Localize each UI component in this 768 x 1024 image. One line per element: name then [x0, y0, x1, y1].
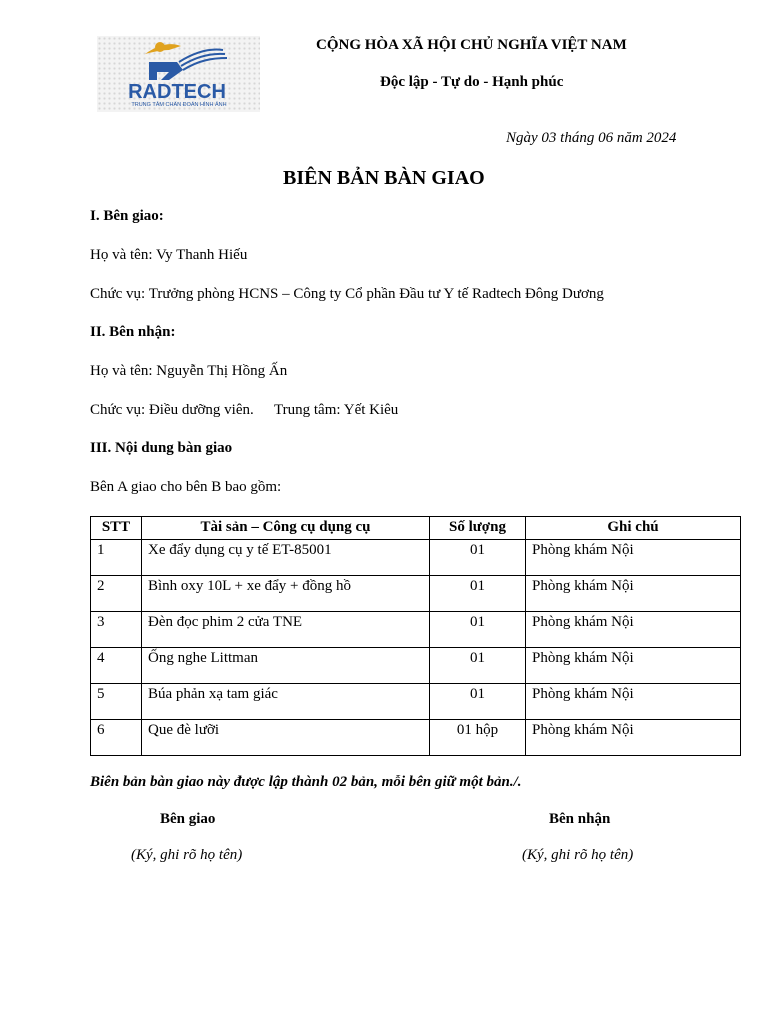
table-row — [91, 612, 741, 648]
cell-quantity: 01 — [430, 612, 526, 648]
cell-asset: Búa phản xạ tam giác — [142, 684, 430, 720]
cell-note: Phòng khám Nội — [526, 648, 741, 684]
content-heading: III. Nội dung bàn giao — [90, 440, 233, 456]
motto: Độc lập - Tự do - Hạnh phúc — [380, 74, 564, 90]
col-header-asset: Tài sản – Công cụ dụng cụ — [142, 517, 430, 540]
cell-quantity: 01 — [430, 684, 526, 720]
cell-stt: 6 — [91, 720, 142, 756]
cell-stt: 4 — [91, 648, 142, 684]
cell-stt: 2 — [91, 576, 142, 612]
receiver-heading: II. Bên nhận: — [90, 324, 176, 340]
table-row — [91, 684, 741, 720]
document-date: Ngày 03 tháng 06 năm 2024 — [506, 130, 677, 146]
cell-asset: Đèn đọc phim 2 cửa TNE — [142, 612, 430, 648]
cell-asset: Xe đẩy dụng cụ y tế ET-85001 — [142, 540, 430, 576]
receiver-signature-note: (Ký, ghi rõ họ tên) — [522, 847, 634, 863]
cell-asset: Que đè lưỡi — [142, 720, 430, 756]
table-header-row — [91, 517, 741, 540]
logo-tagline: TRUNG TÂM CHẨN ĐOÁN HÌNH ẢNH — [131, 102, 227, 108]
logo-wordmark: RADTECH — [128, 81, 226, 103]
receiver-name: Họ và tên: Nguyễn Thị Hồng Ấn — [90, 363, 288, 379]
giver-signature-label: Bên giao — [160, 811, 216, 827]
cell-note: Phòng khám Nội — [526, 576, 741, 612]
cell-quantity: 01 — [430, 540, 526, 576]
receiver-signature-label: Bên nhận — [549, 811, 611, 827]
receiver-position: Chức vụ: Điều dưỡng viên. — [90, 402, 254, 418]
table-row — [91, 540, 741, 576]
col-header-stt: STT — [91, 517, 142, 540]
cell-quantity: 01 hộp — [430, 720, 526, 756]
cell-note: Phòng khám Nội — [526, 540, 741, 576]
giver-signature-note: (Ký, ghi rõ họ tên) — [131, 847, 243, 863]
cell-stt: 3 — [91, 612, 142, 648]
cell-quantity: 01 — [430, 648, 526, 684]
receiver-center: Trung tâm: Yết Kiêu — [274, 402, 399, 418]
col-header-quantity: Số lượng — [430, 517, 526, 540]
cell-note: Phòng khám Nội — [526, 612, 741, 648]
giver-heading: I. Bên giao: — [90, 208, 164, 224]
cell-asset: Bình oxy 10L + xe đẩy + đồng hồ — [142, 576, 430, 612]
cell-stt: 5 — [91, 684, 142, 720]
closing-statement: Biên bản bàn giao này được lập thành 02 bản, mỗi bên giữ một bản./. — [90, 774, 522, 790]
table-row — [91, 648, 741, 684]
table-row — [91, 576, 741, 612]
cell-quantity: 01 — [430, 576, 526, 612]
giver-name: Họ và tên: Vy Thanh Hiếu — [90, 247, 248, 263]
cell-asset: Ống nghe Littman — [142, 648, 430, 684]
country-name: CỘNG HÒA XÃ HỘI CHỦ NGHĨA VIỆT NAM — [316, 37, 627, 53]
content-intro: Bên A giao cho bên B bao gồm: — [90, 479, 282, 495]
radtech-logo — [97, 36, 260, 112]
page-title: BIÊN BẢN BÀN GIAO — [283, 167, 485, 189]
giver-position: Chức vụ: Trưởng phòng HCNS – Công ty Cổ phần Đầu tư Y tế Radtech Đông Dương — [90, 286, 604, 302]
table-row — [91, 720, 741, 756]
handover-table — [90, 516, 741, 756]
cell-stt: 1 — [91, 540, 142, 576]
col-header-note: Ghi chú — [526, 517, 741, 540]
cell-note: Phòng khám Nội — [526, 684, 741, 720]
cell-note: Phòng khám Nội — [526, 720, 741, 756]
